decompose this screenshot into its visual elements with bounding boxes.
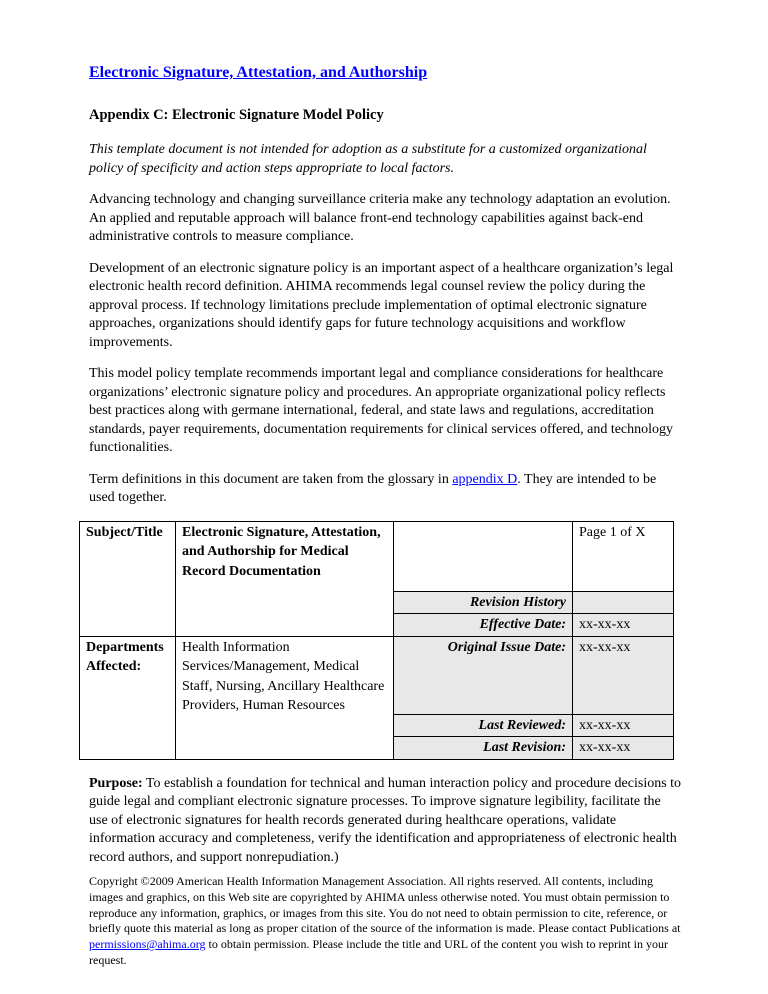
original-issue-date-label-cell: Original Issue Date: <box>394 636 573 714</box>
table-row <box>80 521 674 591</box>
last-reviewed-value-cell: xx-xx-xx <box>573 714 674 737</box>
last-revision-value-cell: xx-xx-xx <box>573 737 674 760</box>
revision-history-value-cell <box>573 591 674 614</box>
paragraph-model-policy: This model policy template recommends important legal and compliance considerations for healthcare organizations’ electronic signature policy and procedures. An appropriate organizational policy reflects best practices along with germane international, federal, and state laws and regulations, accreditation standards, payer requirements, documentation requirements for clinical services offered, and technology functionalities. <box>89 366 674 455</box>
appendix-heading: Appendix C: Electronic Signature Model Policy <box>89 107 384 123</box>
copyright-text <box>89 874 682 969</box>
departments-affected-header-cell: Departments Affected: <box>80 636 176 759</box>
original-issue-date-value-cell: xx-xx-xx <box>573 636 674 714</box>
copyright-text-after: to obtain permission. Please include the title and URL of the content you wish to reprint in your request. <box>89 937 668 967</box>
purpose-text: To establish a foundation for technical and human interaction policy and procedure decisions to guide legal and compliant electronic signature processes. To improve signature legibility, facilitate the use of electronic signatures for health records generated during healthcare operations, validate information accuracy and completeness, verify the identification and appropriateness of electronic health record authors, and support nonrepudiation.) <box>89 775 682 865</box>
copyright-text-before: Copyright ©2009 American Health Information Management Association. All rights reserved. All contents, including images and graphics, on this Web site are copyrighted by AHIMA unless otherwise noted. You must obtain permission to reproduce any information, graphics, or images from this site. You do not need to obtain permission to cite, reference, or briefly quote this material as long as proper citation of the source of the information is made. Please contact Publications at <box>89 874 681 936</box>
last-revision-label-cell: Last Revision: <box>394 737 573 760</box>
empty-cell <box>394 521 573 591</box>
last-reviewed-label-cell: Last Reviewed: <box>394 714 573 737</box>
subject-title-value-cell: Electronic Signature, Attestation, and Authorship for Medical Record Documentation <box>176 521 394 636</box>
paragraph-development-policy: Development of an electronic signature policy is an important aspect of a healthcare organization’s legal electronic health record definition. AHIMA recommends legal counsel review the policy during the approval process. If technology limitations preclude implementation of optimal electronic signature approaches, organizations should identify gaps for future technology acquisitions and workflow improvements. <box>89 260 674 350</box>
permissions-email-link[interactable]: permissions@ahima.org <box>89 937 206 952</box>
paragraph-advancing-technology: Advancing technology and changing surveillance criteria make any technology adaptation an evolution. An applied and reputable approach will balance front-end technology capabilities against back-end administrative controls to measure compliance. <box>89 192 671 244</box>
departments-affected-value-cell: Health Information Services/Management, Medical Staff, Nursing, Ancillary Healthcare Providers, Human Resources <box>176 636 394 759</box>
policy-header-table <box>79 521 674 760</box>
subject-title-header-cell: Subject/Title <box>80 521 176 636</box>
document-title <box>89 63 682 82</box>
document-title-link[interactable]: Electronic Signature, Attestation, and Authorship <box>89 64 428 81</box>
table-row <box>80 636 674 714</box>
paragraph-term-definitions <box>89 471 682 508</box>
revision-history-label-cell: Revision History <box>394 591 573 614</box>
appendix-d-link[interactable]: appendix D <box>452 471 518 487</box>
page-number-cell: Page 1 of X <box>573 521 674 591</box>
disclaimer-text: This template document is not intended for adoption as a substitute for a customized organizational policy of specificity and action steps appropriate to local factors. <box>89 142 647 176</box>
term-definitions-text-before: Term definitions in this document are taken from the glossary in <box>89 471 453 487</box>
purpose-label: Purpose: <box>89 775 143 791</box>
term-definitions-text-after: . They are intended to be used together. <box>89 471 657 505</box>
effective-date-label-cell: Effective Date: <box>394 614 573 637</box>
effective-date-value-cell: xx-xx-xx <box>573 614 674 637</box>
paragraph-purpose <box>89 775 682 868</box>
